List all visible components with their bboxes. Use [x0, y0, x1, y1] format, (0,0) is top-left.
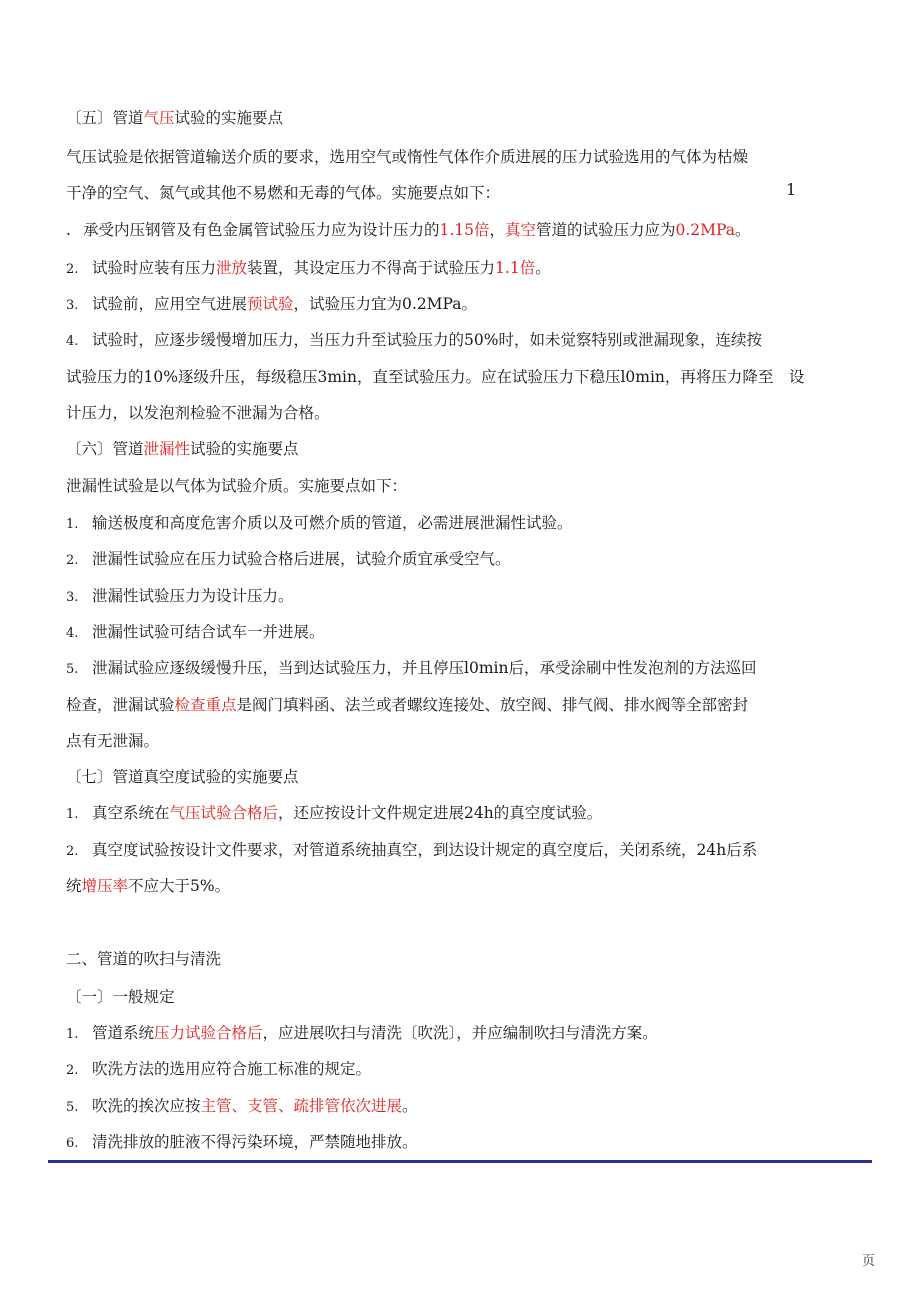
section-title: 〔一〕一般规定 — [66, 988, 175, 1006]
list-item: 4. 泄漏性试验可结合试车一并进展。 — [66, 623, 325, 641]
paragraph: 计压力，以发泡剂检验不泄漏为合格。 — [66, 404, 330, 422]
horizontal-rule — [48, 1160, 872, 1163]
paragraph: 检查，泄漏试验检查重点是阀门填料函、法兰或者螺纹连接处、放空阀、排气阀、排水阀等全部密封 — [66, 696, 749, 714]
section-title-6: 〔六〕管道泄漏性试验的实施要点 — [66, 440, 299, 458]
chapter-title: 二、管道的吹扫与清洗 — [66, 950, 222, 968]
list-item: 2. 试验时应装有压力泄放装置，其设定压力不得高于试验压力1.1倍。 — [66, 259, 551, 277]
paragraph: 泄漏性试验是以气体为试验介质。实施要点如下： — [66, 477, 408, 495]
list-number: 1 — [786, 180, 797, 199]
list-item: 4. 试验时，应逐步缓慢增加压力，当压力升至试验压力的50%时，如未觉察特别或泄漏现象，连续按 — [66, 331, 762, 349]
list-item: 5. 泄漏试验应逐级缓慢升压，当到达试验压力，并且停压l0min后，承受涂刷中性发泡剂的方法巡回 — [66, 659, 757, 677]
list-item: 5. 吹洗的挨次应按主管、支管、疏排管依次进展。 — [66, 1097, 418, 1115]
paragraph: 点有无泄漏。 — [66, 732, 160, 750]
paragraph: 干净的空气、氮气或其他不易燃和无毒的气体。实施要点如下： — [66, 184, 501, 202]
list-item: 2. 泄漏性试验应在压力试验合格后进展，试验介质宜承受空气。 — [66, 550, 511, 568]
list-item: 3. 泄漏性试验压力为设计压力。 — [66, 587, 294, 605]
list-item: 3. 试验前，应用空气进展预试验，试验压力宜为0.2MPa。 — [66, 295, 478, 313]
paragraph: 统增压率不应大于5%。 — [66, 877, 231, 895]
section-title-7: 〔七〕管道真空度试验的实施要点 — [66, 768, 299, 786]
paragraph: 试验压力的10%逐级升压，每级稳压3min，直至试验压力。应在试验压力下稳压l0min，再将压力降至 设 — [66, 368, 805, 386]
list-item: 2. 真空度试验按设计文件要求，对管道系统抽真空，到达设计规定的真空度后，关闭系统，24h后系 — [66, 841, 758, 859]
list-item: 1. 输送极度和高度危害介质以及可燃介质的管道，必需进展泄漏性试验。 — [66, 514, 573, 532]
list-item: 6. 清洗排放的脏液不得污染环境，严禁随地排放。 — [66, 1133, 418, 1151]
section-title-5: 〔五〕管道气压试验的实施要点 — [66, 109, 284, 127]
list-item: . 承受内压钢管及有色金属管试验压力应为设计压力的1.15倍，真空管道的试验压力应为0.2MPa。 — [66, 221, 751, 239]
list-item: 1. 真空系统在气压试验合格后，还应按设计文件规定进展24h的真空度试验。 — [66, 804, 603, 822]
page-footer: 页 — [862, 1254, 876, 1269]
paragraph: 气压试验是依据管道输送介质的要求，选用空气或惰性气体作介质进展的压力试验选用的气体为枯燥 — [66, 148, 749, 166]
list-item: 2. 吹洗方法的选用应符合施工标准的规定。 — [66, 1060, 372, 1078]
list-item: 1. 管道系统压力试验合格后，应进展吹扫与清洗〔吹洗〕，并应编制吹扫与清洗方案。 — [66, 1024, 658, 1042]
